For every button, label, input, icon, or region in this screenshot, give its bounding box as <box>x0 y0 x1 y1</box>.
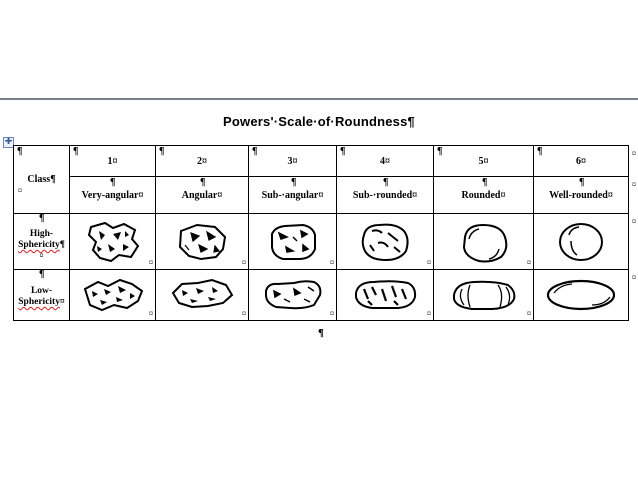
grain-cell[interactable]: ¤ <box>434 270 534 321</box>
grain-cell[interactable]: ¤ <box>434 214 534 270</box>
page-top-rule <box>0 98 638 100</box>
sub-angular-low-grain-icon <box>260 275 326 315</box>
very-angular-high-grain-icon <box>83 219 143 265</box>
col-name-cell[interactable]: ¶ Rounded¤ <box>434 177 534 214</box>
roundness-table <box>13 145 636 321</box>
very-angular-low-grain-icon <box>80 275 146 315</box>
col-number-cell[interactable]: ¶ 4¤ <box>337 146 434 177</box>
angular-low-grain-icon <box>168 275 236 315</box>
col-name-cell[interactable]: ¶ Well-rounded¤ ¤ <box>534 177 629 214</box>
grain-cell[interactable]: ¤ <box>70 270 156 321</box>
grain-cell[interactable]: ¤ <box>337 270 434 321</box>
grain-cell[interactable]: ¤ <box>156 270 249 321</box>
rounded-low-grain-icon <box>448 275 520 315</box>
col-number-cell[interactable]: ¶ 3¤ <box>249 146 337 177</box>
col-name-well-rounded: Well-rounded¤ <box>549 189 613 201</box>
well-rounded-low-grain-icon <box>544 275 618 315</box>
col-number-1: 1¤ <box>107 155 118 167</box>
cell-end-mark: ¤ <box>18 186 22 195</box>
grain-cell[interactable]: ¤ <box>156 214 249 270</box>
grain-cell[interactable]: ¤ <box>70 214 156 270</box>
table-row <box>14 146 629 177</box>
col-name-cell[interactable]: ¶ Sub-·rounded¤ <box>337 177 434 214</box>
high-sphericity-line2: Sphericity <box>18 240 60 250</box>
grain-cell[interactable]: ¤ <box>249 214 337 270</box>
col-name-rounded: Rounded¤ <box>461 189 506 201</box>
angular-high-grain-icon <box>171 219 233 265</box>
sub-rounded-low-grain-icon <box>350 275 420 315</box>
col-name-sub-angular: Sub-·angular¤ <box>261 189 324 201</box>
table-move-handle-icon[interactable]: ✚ <box>4 137 13 147</box>
col-number-6: 6¤ <box>576 155 586 167</box>
col-name-cell[interactable]: ¶ Sub-·angular¤ <box>249 177 337 214</box>
col-number-cell[interactable]: ¶ 5¤ <box>434 146 534 177</box>
col-name-cell[interactable]: ¶ Angular¤ <box>156 177 249 214</box>
col-name-cell[interactable]: ¶ Very-angular¤ <box>70 177 156 214</box>
table-row-high-sphericity <box>14 214 629 270</box>
high-sphericity-line1: High- <box>29 229 54 239</box>
high-sphericity-label-cell[interactable]: ¶ High- Sphericity¶ ¤ <box>14 214 70 270</box>
grain-cell[interactable]: ¤ <box>337 214 434 270</box>
well-rounded-high-grain-icon <box>551 219 611 265</box>
table-row <box>14 177 629 214</box>
class-label: Class¶ <box>27 174 56 185</box>
col-number-cell[interactable]: ¶ 2¤ <box>156 146 249 177</box>
col-number-5: 5¤ <box>478 155 489 167</box>
grain-cell[interactable]: ¤ <box>534 214 629 270</box>
col-number-cell[interactable]: ¶ 1¤ <box>70 146 156 177</box>
low-sphericity-line1: Low- <box>30 286 53 296</box>
class-header-cell[interactable]: ¶ Class¶ ¤ <box>14 146 70 214</box>
sub-angular-high-grain-icon <box>263 219 323 265</box>
grain-cell[interactable]: ¤ <box>249 270 337 321</box>
col-number-4: 4¤ <box>380 155 390 167</box>
low-sphericity-label-cell[interactable]: ¶ Low- Sphericity¤ <box>14 270 70 321</box>
col-name-angular: Angular¤ <box>181 189 223 201</box>
col-number-3: 3¤ <box>287 155 298 167</box>
col-name-very-angular: Very-angular¤ <box>81 189 144 201</box>
page-title: Powers'·Scale·of·Roundness¶ <box>223 114 415 129</box>
col-number-cell[interactable]: ¶ 6¤ ¤ <box>534 146 629 177</box>
grain-cell[interactable]: ¤ <box>534 270 629 321</box>
rounded-high-grain-icon <box>453 219 515 265</box>
table-row-low-sphericity <box>14 270 629 321</box>
end-of-paragraph-mark: ¶ <box>318 327 324 339</box>
col-name-sub-rounded: Sub-·rounded¤ <box>352 189 418 201</box>
low-sphericity-line2: Sphericity <box>18 297 60 307</box>
col-number-2: 2¤ <box>197 155 207 167</box>
sub-rounded-high-grain-icon <box>354 219 416 265</box>
